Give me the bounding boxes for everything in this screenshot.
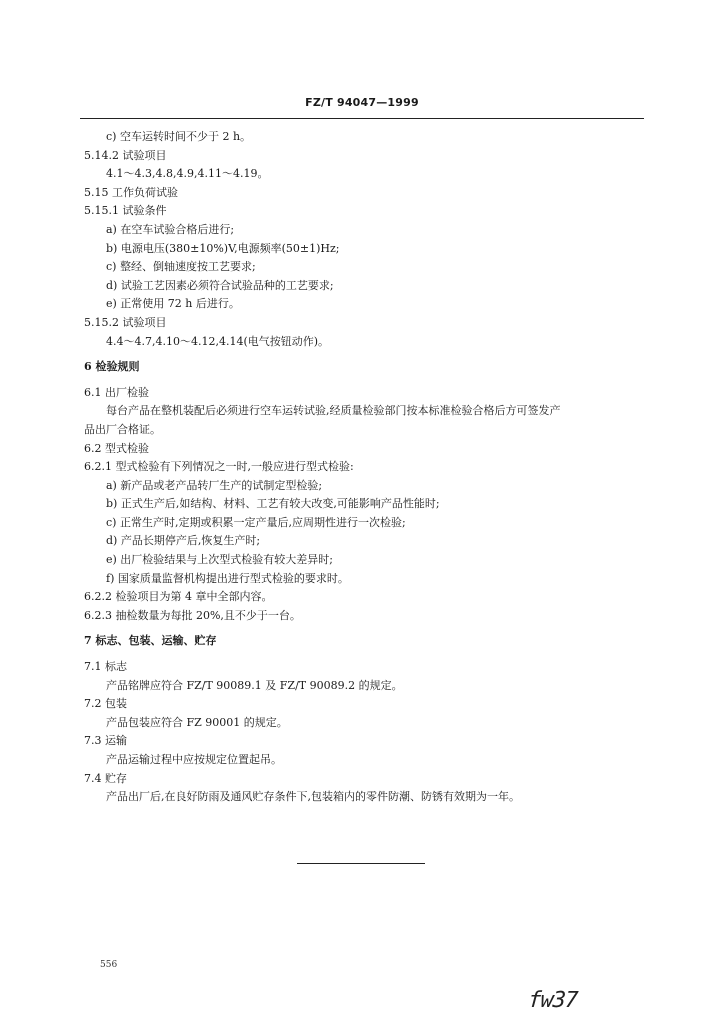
text-line: 产品铭牌应符合 FZ/T 90089.1 及 FZ/T 90089.2 的规定。 — [106, 678, 403, 692]
text-line: d) 试验工艺因素必须符合试验品种的工艺要求; — [106, 278, 334, 292]
text-line: 6.2.1 型式检验有下列情况之一时,一般应进行型式检验: — [84, 460, 354, 474]
text-line: a) 在空车试验合格后进行; — [106, 222, 235, 236]
text-line: 产品包装应符合 FZ 90001 的规定。 — [106, 715, 288, 729]
text-line: 6.2 型式检验 — [84, 441, 149, 455]
text-line: 7.3 运输 — [84, 734, 127, 748]
text-line: 5.14.2 试验项目 — [84, 148, 167, 162]
text-line: a) 新产品或老产品转厂生产的试制定型检验; — [106, 478, 323, 492]
text-line: e) 正常使用 72 h 后进行。 — [106, 297, 240, 311]
text-line: 产品出厂后,在良好防雨及通风贮存条件下,包装箱内的零件防潮、防锈有效期为一年。 — [106, 790, 520, 804]
text-line: e) 出厂检验结果与上次型式检验有较大差异时; — [106, 553, 334, 567]
header-rule — [80, 118, 644, 119]
section-heading: 7 标志、包装、运输、贮存 — [84, 634, 217, 648]
end-rule — [297, 863, 425, 864]
text-line: c) 空车运转时间不少于 2 h。 — [106, 130, 252, 143]
section-heading: 6 检验规则 — [84, 360, 140, 374]
document-body — [84, 128, 674, 807]
text-line: 6.1 出厂检验 — [84, 385, 149, 399]
text-line: 品出厂合格证。 — [84, 422, 161, 436]
text-line: 5.15.1 试验条件 — [84, 204, 167, 218]
text-line: c) 整经、倒轴速度按工艺要求; — [106, 260, 256, 274]
text-line: 产品运输过程中应按规定位置起吊。 — [106, 753, 282, 766]
text-line: 7.4 贮存 — [84, 771, 127, 785]
text-line: b) 正式生产后,如结构、材料、工艺有较大改变,可能影响产品性能时; — [106, 497, 440, 511]
text-line: 4.4～4.7,4.10～4.12,4.14(电气按钮动作)。 — [106, 334, 330, 348]
text-line: b) 电源电压(380±10%)V,电源频率(50±1)Hz; — [106, 241, 340, 255]
text-line: 每台产品在整机装配后必须进行空车运转试验,经质量检验部门按本标准检验合格后方可签发产 — [106, 404, 561, 418]
page-number: 556 — [100, 960, 118, 970]
handwritten-stamp: fw37 — [527, 988, 579, 1013]
text-line: d) 产品长期停产后,恢复生产时; — [106, 534, 261, 548]
text-line: 6.2.2 检验项目为第 4 章中全部内容。 — [84, 590, 273, 604]
text-line: 7.1 标志 — [84, 660, 127, 674]
text-line: 4.1～4.3,4.8,4.9,4.11～4.19。 — [106, 167, 269, 181]
text-line: c) 正常生产时,定期或积累一定产量后,应周期性进行一次检验; — [106, 515, 406, 529]
text-line: 7.2 包装 — [84, 697, 127, 711]
text-line: 5.15.2 试验项目 — [84, 315, 167, 329]
text-line: f) 国家质量监督机构提出进行型式检验的要求时。 — [106, 571, 349, 585]
standard-number-header: FZ/T 94047—1999 — [305, 96, 419, 109]
text-line: 5.15 工作负荷试验 — [84, 185, 178, 199]
text-line: 6.2.3 抽检数量为每批 20%,且不少于一台。 — [84, 608, 301, 622]
